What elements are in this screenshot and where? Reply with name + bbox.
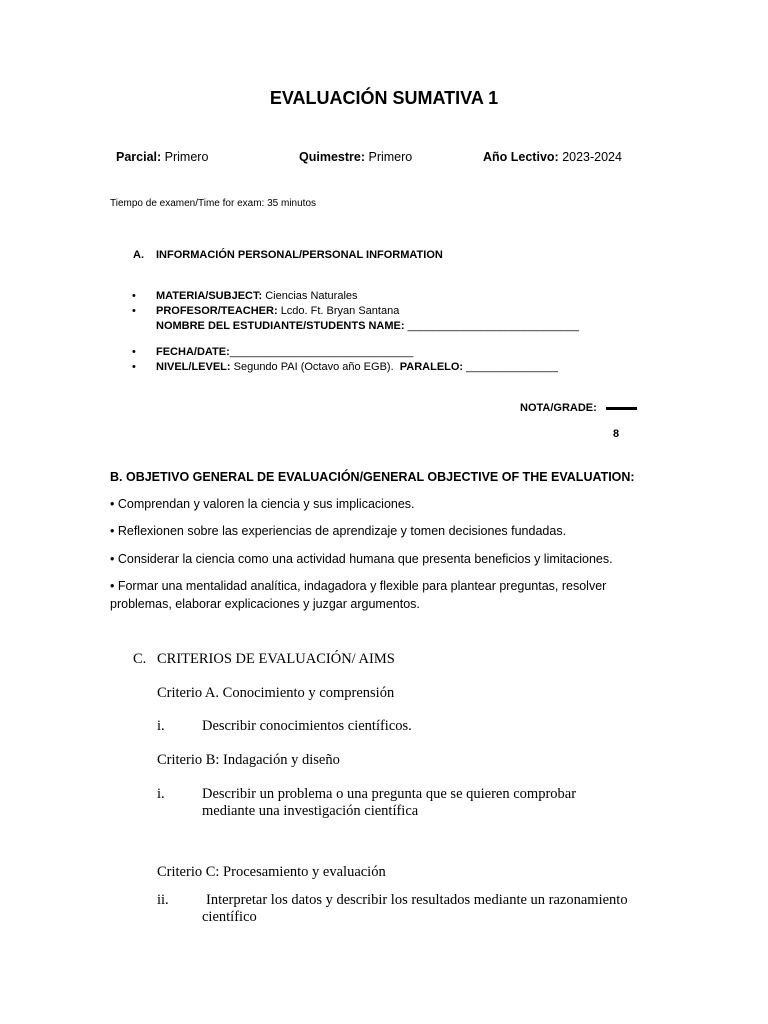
student-name-blank: ____________________________	[407, 320, 579, 332]
bullet-dot: •	[132, 305, 136, 317]
objective-item-line1: • Formar una mentalidad analítica, indagadora y flexible para plantear preguntas, resolver	[110, 579, 607, 593]
anio-lectivo-value: 2023-2024	[562, 150, 622, 164]
nivel-value: Segundo PAI (Octavo año EGB).	[233, 361, 394, 373]
criterion-a-item: Describir conocimientos científicos.	[202, 718, 412, 734]
profesor-value: Lcdo. Ft. Bryan Santana	[280, 305, 400, 317]
parcial-field	[116, 150, 208, 164]
grade-label: NOTA/GRADE:	[520, 402, 597, 414]
exam-time: Tiempo de examen/Time for exam: 35 minutos	[110, 198, 317, 209]
materia-value: Ciencias Naturales	[265, 290, 358, 302]
nivel-label: NIVEL/LEVEL:	[156, 361, 231, 373]
section-c-marker: C.	[133, 651, 147, 667]
section-a-title: INFORMACIÓN PERSONAL/PERSONAL INFORMATION	[156, 249, 443, 261]
criterion-b: Criterio B: Indagación y diseño	[157, 752, 340, 768]
parcial-label: Parcial:	[116, 150, 162, 164]
student-name-line	[156, 320, 579, 332]
student-name-label: NOMBRE DEL ESTUDIANTE/STUDENTS NAME:	[156, 320, 405, 332]
anio-lectivo-field	[483, 150, 622, 164]
profesor-label: PROFESOR/TEACHER:	[156, 305, 278, 317]
bullet-dot: •	[132, 361, 136, 373]
criterion-c-item-line2: científico	[202, 909, 257, 925]
criterion-b-item-line2: mediante una investigación científica	[202, 803, 419, 819]
fecha-blank: ______________________________	[229, 346, 414, 358]
document-title: EVALUACIÓN SUMATIVA 1	[269, 88, 499, 108]
criterion-c-item-line1: Interpretar los datos y describir los resultados mediante un razonamiento	[206, 892, 628, 908]
quimestre-label: Quimestre:	[299, 150, 365, 164]
anio-lectivo-label: Año Lectivo:	[483, 150, 559, 164]
objective-item-line2: problemas, elaborar explicaciones y juzgar argumentos.	[110, 597, 420, 611]
grade-fraction-line	[606, 407, 637, 410]
materia-label: MATERIA/SUBJECT:	[156, 290, 263, 302]
criterion-c: Criterio C: Procesamiento y evaluación	[157, 864, 386, 880]
criterion-a-num: i.	[157, 718, 165, 734]
criterion-b-item-line1: Describir un problema o una pregunta que se quieren comprobar	[202, 786, 577, 802]
materia-line	[156, 290, 358, 302]
objective-item: • Reflexionen sobre las experiencias de aprendizaje y tomen decisiones fundadas.	[110, 524, 567, 538]
fecha-label: FECHA/DATE:	[156, 346, 230, 358]
nivel-line	[156, 361, 558, 373]
criterion-c-num: ii.	[157, 892, 169, 908]
bullet-dot: •	[132, 290, 136, 302]
section-a-marker: A.	[133, 249, 144, 261]
profesor-line	[156, 305, 399, 317]
bullet-dot: •	[132, 346, 136, 358]
paralelo-blank: _______________	[466, 361, 558, 373]
objective-item: • Comprendan y valoren la ciencia y sus implicaciones.	[110, 497, 415, 511]
fecha-line	[156, 346, 413, 358]
criterion-a: Criterio A. Conocimiento y comprensión	[157, 685, 395, 701]
quimestre-value: Primero	[368, 150, 413, 164]
criterion-b-num: i.	[157, 786, 165, 802]
parcial-value: Primero	[164, 150, 209, 164]
section-b-title: B. OBJETIVO GENERAL DE EVALUACIÓN/GENERAL OBJECTIVE OF THE EVALUATION:	[110, 470, 635, 484]
grade-denominator: 8	[613, 428, 620, 440]
quimestre-field	[299, 150, 412, 164]
section-c-title: CRITERIOS DE EVALUACIÓN/ AIMS	[157, 651, 395, 667]
objective-item: • Considerar la ciencia como una actividad humana que presenta beneficios y limitaciones.	[110, 552, 613, 566]
paralelo-label: PARALELO:	[399, 361, 464, 373]
